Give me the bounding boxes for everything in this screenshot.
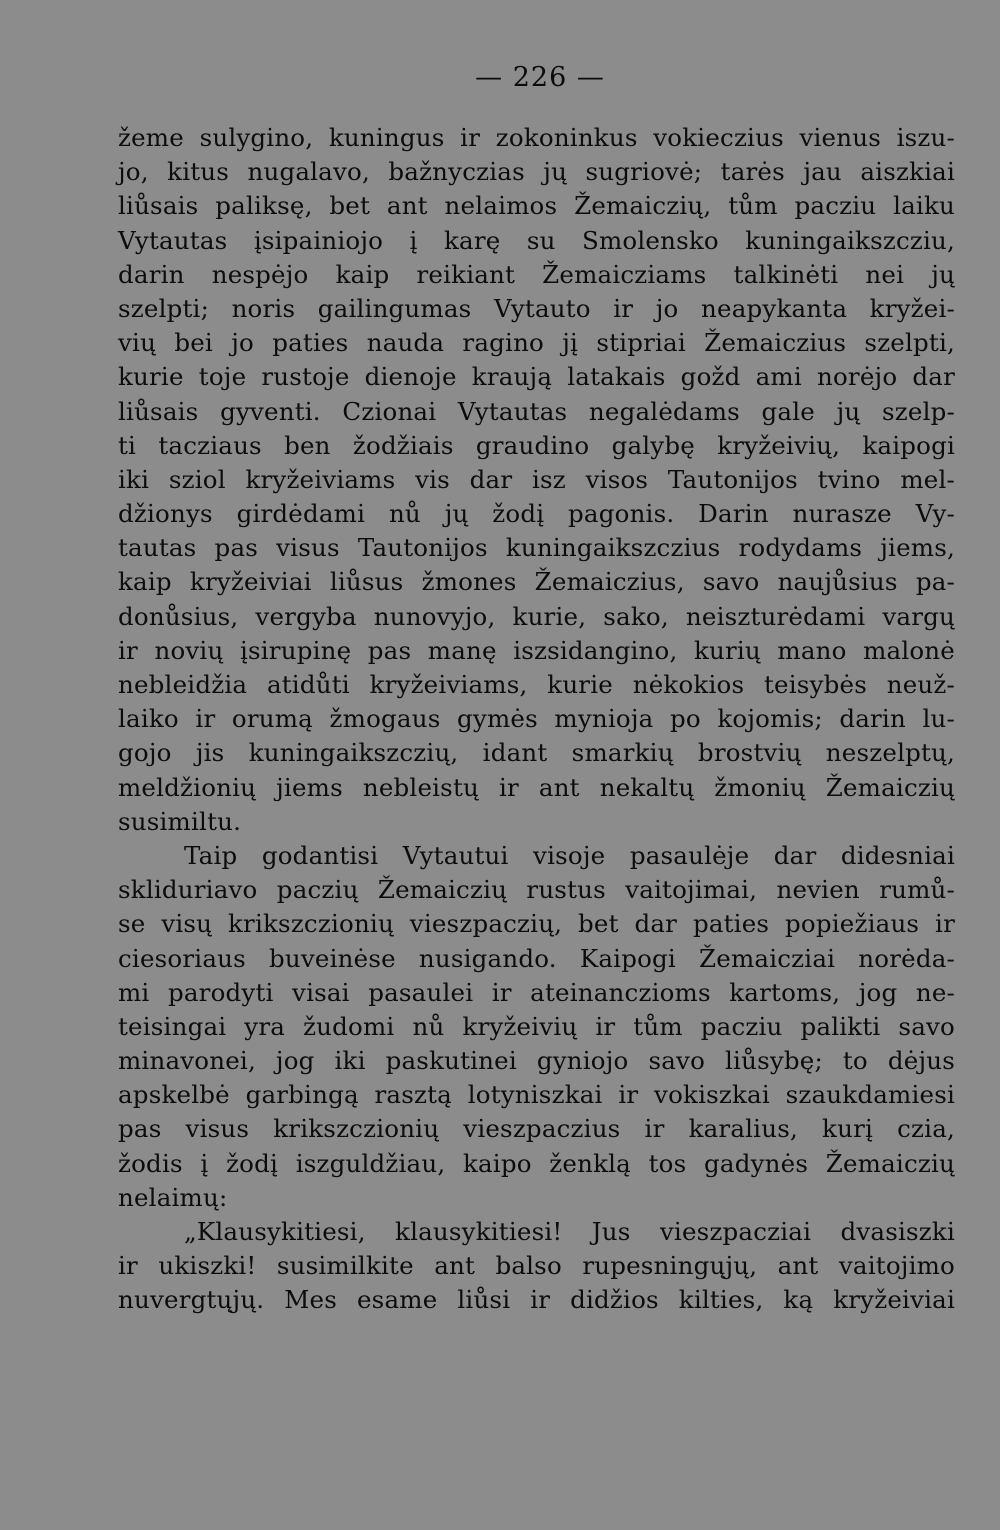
- text-line: se visų krikszczionių vieszpaczių, bet dar paties popiežiaus ir: [118, 909, 955, 939]
- text-line: ir ukiszki! susimilkite ant balso rupesningųjų, ant vaitojimo: [118, 1251, 955, 1281]
- text-line: nuvergtųjų. Mes esame liůsi ir didžios kilties, ką kryžeiviai: [118, 1285, 955, 1315]
- text-line: ti tacziaus ben žodžiais graudino galybę kryžeivių, kaipogi: [118, 430, 955, 460]
- text-line: tautas pas visus Tautonijos kuningaikszczius rodydams jiems,: [118, 533, 955, 563]
- text-line: skliduriavo paczių Žemaiczių rustus vaitojimai, nevien rumů-: [118, 875, 955, 905]
- text-line: apskelbė garbingą rasztą lotyniszkai ir vokiszkai szaukdamiesi: [118, 1080, 955, 1110]
- text-line: jo, kitus nugalavo, bažnyczias jų sugriovė; tarės jau aiszkiai: [118, 157, 955, 187]
- text-line: iki sziol kryžeiviams vis dar isz visos Tautonijos tvino mel-: [118, 464, 955, 494]
- text-line: ir novių įsirupinę pas manę iszsidangino, kurių mano malonė: [118, 635, 955, 665]
- text-line: donůsius, vergyba nunovyjo, kurie, sako, neiszturėdami vargų: [118, 601, 955, 631]
- text-line: liůsais gyventi. Czionai Vytautas negalėdams gale jų szelp-: [118, 396, 955, 426]
- text-line: meldžionių jiems nebleistų ir ant nekaltų žmonių Žemaiczių: [118, 772, 955, 802]
- text-line: nebleidžia atidůti kryžeiviams, kurie nėkokios teisybės neuž-: [118, 670, 955, 699]
- text-line: vių bei jo paties nauda ragino jį stipriai Žemaiczius szelpti,: [118, 328, 955, 358]
- text-line: žeme sulygino, kuningus ir zokoninkus vokieczius vienus iszu-: [118, 123, 955, 152]
- text-line: nelaimų:: [118, 1182, 228, 1212]
- quote-start-line: „Klausykitiesi, klausykitiesi! Jus vieszpacziai dvasiszki: [184, 1217, 955, 1246]
- text-line: kurie toje rustoje dienoje kraują latakais gožd ami norėjo dar: [118, 362, 955, 392]
- text-line: minavonei, jog iki paskutinei gyniojo savo liůsybę; to dėjus: [118, 1046, 955, 1076]
- text-line: szelpti; noris gailingumas Vytauto ir jo neapykanta kryžei-: [118, 293, 955, 323]
- text-line: susimiltu.: [118, 806, 242, 836]
- text-line: žodis į žodį iszguldžiau, kaipo ženklą tos gadynės Žemaiczių: [118, 1148, 955, 1178]
- text-line: liůsais paliksę, bet ant nelaimos Žemaiczių, tům pacziu laiku: [118, 191, 955, 221]
- text-line: darin nespėjo kaip reikiant Žemaicziams talkinėti nei jų: [118, 259, 955, 289]
- text-line: gojo jis kuningaikszczių, idant smarkių brostvių neszelptų,: [118, 738, 955, 768]
- text-line: Vytautas įsipainiojo į karę su Smolensko kuningaikszcziu,: [118, 225, 955, 255]
- text-line: mi parodyti visai pasaulei ir ateinanczioms kartoms, jog ne-: [118, 977, 955, 1007]
- page-number: — 226 —: [475, 62, 605, 93]
- text-line: pas visus krikszczionių vieszpaczius ir karalius, kurį czia,: [118, 1114, 955, 1144]
- text-line: laiko ir orumą žmogaus gymės mynioja po kojomis; darin lu-: [118, 704, 955, 734]
- paragraph-start-line: Taip godantisi Vytautui visoje pasaulėje dar didesniai: [184, 840, 955, 870]
- text-line: kaip kryžeiviai liůsus žmones Žemaiczius, savo naujůsius pa-: [118, 567, 955, 597]
- text-line: džionys girdėdami nů jų žodį pagonis. Darin nurasze Vy-: [118, 499, 955, 529]
- body-text: [118, 121, 955, 1318]
- text-line: teisingai yra žudomi nů kryžeivių ir tům pacziu palikti savo: [118, 1011, 955, 1041]
- text-line: ciesoriaus buveinėse nusigando. Kaipogi Žemaicziai norėda-: [118, 943, 955, 973]
